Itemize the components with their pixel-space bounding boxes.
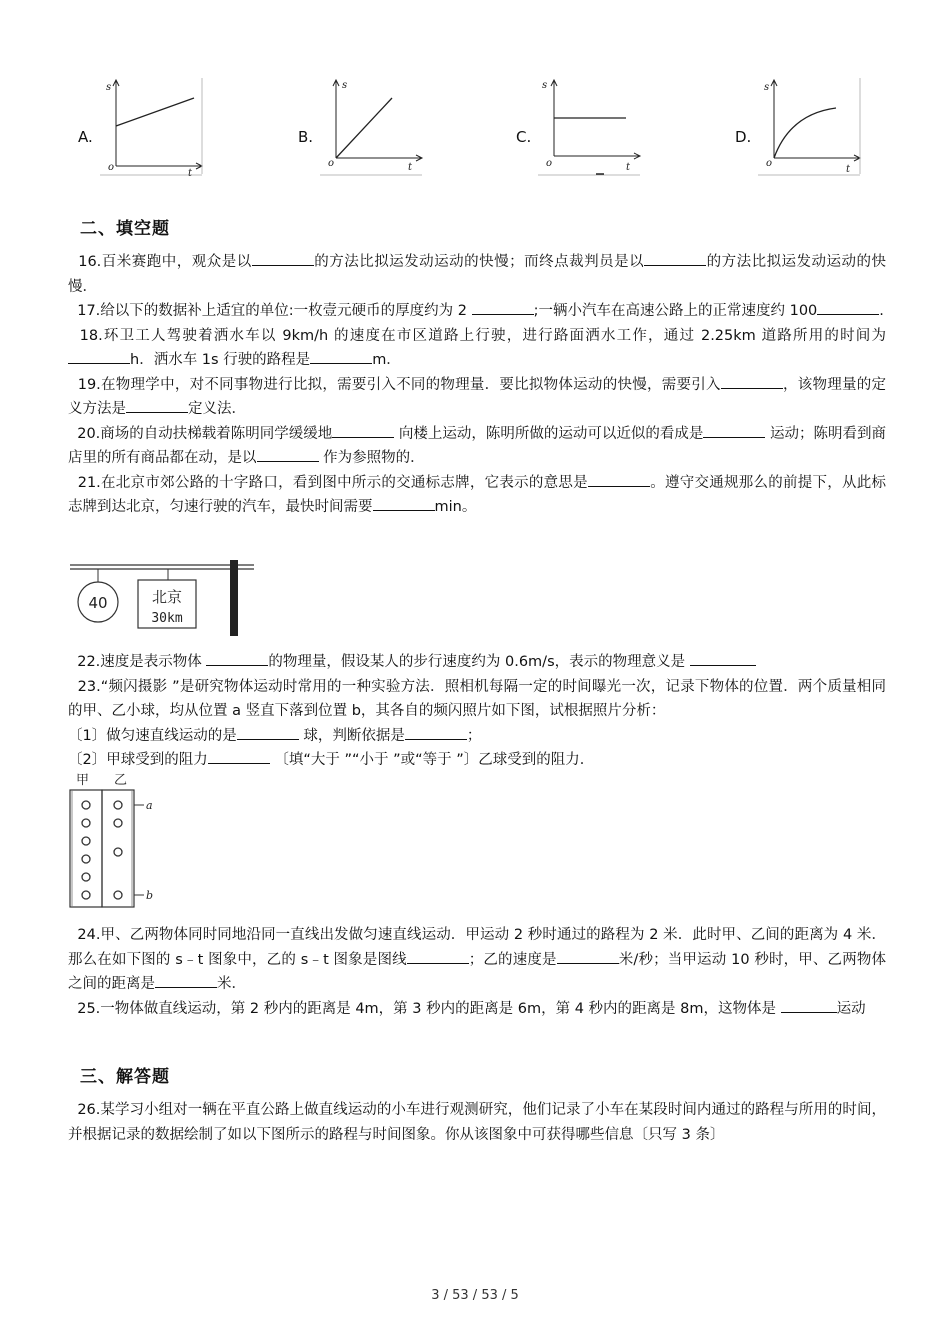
strobe-photo-figure	[64, 772, 164, 916]
question-16: 16.百米赛跑中，观众是以 的方法比拟运发动运动的快慢；而终点裁判员是以 的方法比拟运发动运动的快慢．	[68, 250, 886, 299]
section-2-heading: 二、填空题	[80, 219, 170, 239]
label-yi: 乙	[114, 773, 128, 788]
question-20: 20.商场的自动扶梯载着陈明同学缓缓地 向楼上运动，陈明所做的运动可以近似的看成是 运动；陈明看到商店里的所有商品都在动，是以 作为参照物的．	[68, 422, 886, 471]
option-a-label: A.	[78, 128, 93, 146]
answer-blank[interactable]	[407, 948, 469, 964]
label-jia: 甲	[76, 773, 90, 788]
answer-blank[interactable]	[472, 299, 534, 315]
answer-blank[interactable]	[126, 397, 188, 413]
answer-blank[interactable]	[257, 446, 319, 462]
graph-b	[318, 74, 428, 178]
answer-blank[interactable]	[155, 972, 217, 988]
answer-blank[interactable]	[208, 748, 270, 764]
question-26-block	[68, 1098, 886, 1147]
answer-blank[interactable]	[237, 724, 299, 740]
section-3-heading: 三、解答题	[80, 1067, 170, 1087]
option-b-label: B.	[298, 128, 314, 146]
speed-limit-value: 40	[88, 594, 108, 612]
question-23-part-1: 〔1〕做匀速直线运动的是 球，判断依据是 ；	[68, 724, 886, 749]
axis-t-label: t	[188, 168, 193, 178]
answer-blank[interactable]	[809, 997, 837, 1013]
label-b: b	[146, 889, 154, 902]
axis-s-label: s	[542, 80, 548, 91]
answer-blank[interactable]	[332, 422, 394, 438]
traffic-sign-figure	[68, 560, 258, 642]
answer-blank[interactable]	[817, 299, 879, 315]
axis-o-label: o	[328, 158, 335, 169]
question-18: 18.环卫工人驾驶着洒水车以 9km/h 的速度在市区道路上行驶，进行路面洒水工作，通过 2.25km 道路所用的时间为h．洒水车 1s 行驶的路程是 m．	[68, 324, 886, 373]
option-c-label: C.	[516, 128, 532, 146]
axis-o-label: o	[546, 158, 553, 169]
question-21: 21.在北京市郊公路的十字路口，看到图中所示的交通标志牌，它表示的意思是 。遵守交通规那么的前提下，从此标志牌到达北京，匀速行驶的汽车，最快时间需要 min。	[68, 471, 886, 520]
question-22: 22.速度是表示物体 的物理量，假设某人的步行速度约为 0.6m/s，表示的物理意义是	[68, 650, 886, 675]
sign-distance: 30km	[151, 611, 183, 626]
questions-16-21	[68, 250, 886, 520]
answer-blank[interactable]	[557, 948, 619, 964]
graph-a	[98, 74, 208, 178]
answer-blank[interactable]	[644, 250, 706, 266]
answer-blank[interactable]	[588, 471, 650, 487]
answer-blank[interactable]	[206, 650, 268, 666]
answer-blank[interactable]	[310, 348, 372, 364]
answer-blank[interactable]	[373, 495, 435, 511]
question-23-part-2: 〔2〕甲球受到的阻力 〔填“大于 ”“小于 ”或“等于 ”〕乙球受到的阻力．	[68, 748, 886, 773]
option-d-label: D.	[735, 128, 752, 146]
question-24: 24.甲、乙两物体同时同地沿同一直线出发做匀速直线运动．甲运动 2 秒时通过的路程为 2 米．此时甲、乙间的距离为 4 米．那么在如下图的 s﹣t 图象中，乙的 s﹣t 图象是图线 ；乙的速度是 米/秒；当甲运动 10 秒时，甲、乙两物体之间的距离是 米．	[68, 927, 886, 992]
answer-blank[interactable]	[721, 373, 783, 389]
axis-t-label: t	[846, 164, 851, 175]
question-25: 25.一物体做直线运动，第 2 秒内的距离是 4m，第 3 秒内的距离是 6m，第 4 秒内的距离是 8m，这物体是 运动	[68, 997, 886, 1022]
questions-24-25	[68, 923, 886, 1021]
answer-blank[interactable]	[252, 250, 314, 266]
axis-o-label: o	[766, 158, 773, 169]
answer-blank[interactable]	[68, 348, 130, 364]
axis-s-label: s	[764, 82, 770, 93]
axis-s-label: s	[106, 82, 112, 93]
axis-o-label: o	[108, 162, 115, 173]
sign-city: 北京	[151, 588, 183, 606]
question-23: 23.“频闪摄影 ”是研究物体运动时常用的一种实验方法．照相机每隔一定的时间曝光一次，记录下物体的位置．两个质量相同的甲、乙小球，均从位置 a 竖直下落到位置 b，其各自的频闪照片如下图，试根据照片分析：	[68, 678, 886, 719]
question-19: 19.在物理学中，对不同事物进行比拟，需要引入不同的物理量．要比拟物体运动的快慢，需要引入 ，该物理量的定义方法是 定义法．	[68, 373, 886, 422]
question-26: 26.某学习小组对一辆在平直公路上做直线运动的小车进行观测研究，他们记录了小车在某段时间内通过的路程与所用的时间，并根据记录的数据绘制了如以下图所示的路程与时间图象。你从该图象中可获得哪些信息〔只写 3 条〕	[68, 1102, 887, 1143]
question-17: 17.给以下的数据补上适宜的单位:一枚壹元硬币的厚度约为 2 ;一辆小汽车在高速公路上的正常速度约 100 .	[68, 299, 886, 324]
label-a: a	[146, 799, 153, 812]
axis-s-label: s	[342, 80, 348, 91]
answer-blank[interactable]	[405, 724, 467, 740]
axis-t-label: t	[626, 162, 631, 173]
answer-blank[interactable]	[781, 997, 809, 1013]
page-number: 3 / 53 / 53 / 5	[431, 1288, 519, 1303]
questions-22-23	[68, 650, 886, 773]
graph-c	[536, 74, 646, 178]
axis-t-label: t	[408, 162, 413, 173]
answer-blank[interactable]	[703, 422, 765, 438]
answer-blank[interactable]	[690, 650, 756, 666]
graph-d	[756, 74, 866, 178]
